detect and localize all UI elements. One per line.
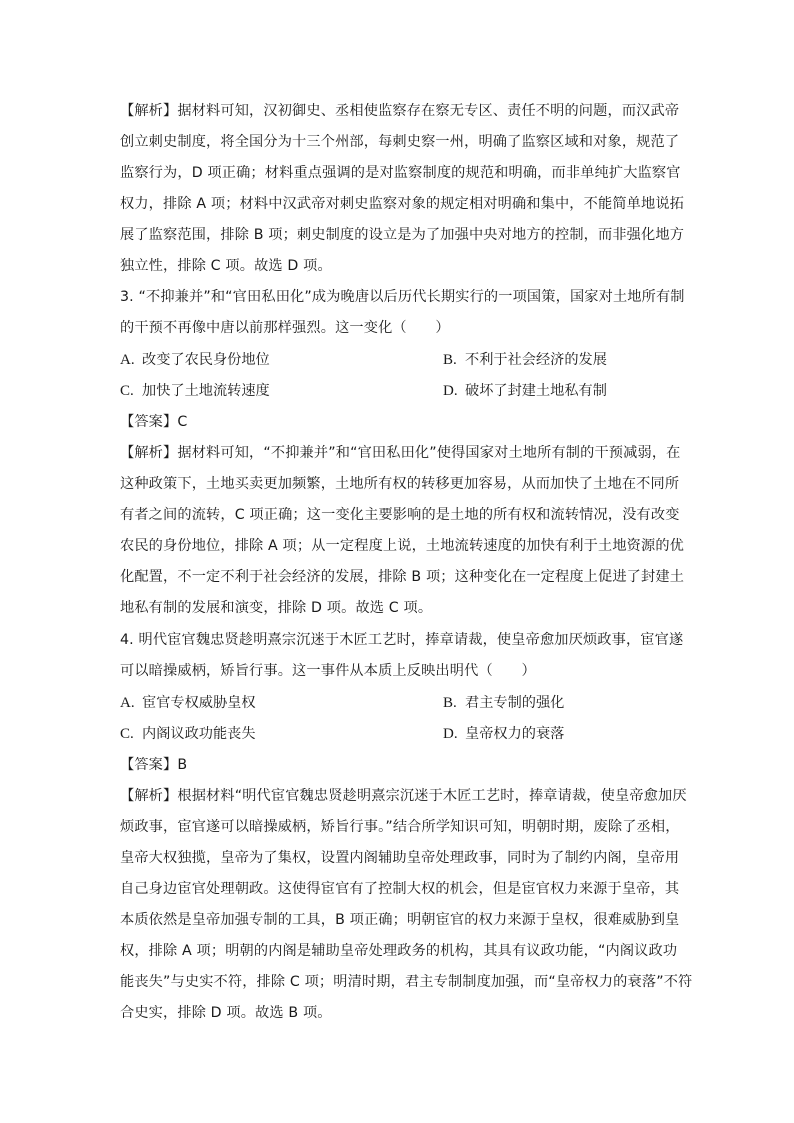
option-letter: B. <box>443 695 457 711</box>
option-letter: C. <box>120 726 134 742</box>
option-letter: D. <box>443 726 458 742</box>
q4-analysis-line: 烦政事，宦官遂可以暗操威柄，矫旨行事。”结合所学知识可知，明朝时期，废除了丞相， <box>120 819 680 835</box>
option-text: 宦官专权威胁皇权 <box>142 695 256 711</box>
q3-analysis-line: 这种政策下，土地买卖更加频繁，土地所有权的转移更加容易，从而加快了土地在不同所 <box>120 476 680 492</box>
option-letter: A. <box>120 352 135 368</box>
q4-stem-line: 4. 明代宦官魏忠贤趁明熹宗沉迷于木匠工艺时，捧章请裁，使皇帝愈加厌烦政事，宦官遂 <box>120 632 684 648</box>
q4-stem-line: 可以暗操威柄，矫旨行事。这一事件从本质上反映出明代（ ） <box>120 663 536 679</box>
option-text: 不利于社会经济的发展 <box>465 352 607 368</box>
q4-analysis-line: 自己身边宦官处理朝政。这使得宦官有了控制大权的机会，但是宦官权力来源于皇帝，其 <box>120 881 680 897</box>
q4-option-d <box>443 724 564 744</box>
q4-analysis-line: 本质依然是皇帝加强专制的工具，B 项正确；明朝宦官的权力来源于皇权，很难威胁到皇 <box>120 912 680 928</box>
q3-analysis-line: 化配置，不一定不利于社会经济的发展，排除 B 项；这种变化在一定程度上促进了封建土 <box>120 569 685 585</box>
q3-option-d <box>443 381 607 401</box>
q3-answer: 【答案】C <box>120 414 188 430</box>
q4-option-c <box>120 724 256 744</box>
option-letter: B. <box>443 352 457 368</box>
q4-option-b <box>443 693 564 713</box>
option-text: 君主专制的强化 <box>465 695 565 711</box>
q2-analysis-line: 展了监察范围，排除 B 项；刺史制度的设立是为了加强中央对地方的控制，而非强化地方 <box>120 227 685 243</box>
q2-analysis-line: 监察行为，D 项正确；材料重点强调的是对监察制度的规范和明确，而非单纯扩大监察官 <box>120 165 681 181</box>
q3-stem-line: 的干预不再像中唐以前那样强烈。这一变化（ ） <box>120 320 450 336</box>
option-text: 内阁议政功能丧失 <box>142 726 256 742</box>
option-text: 破坏了封建土地私有制 <box>465 383 607 399</box>
option-text: 加快了土地流转速度 <box>142 383 270 399</box>
q2-analysis-line: 【解析】据材料可知，汉初御史、丞相使监察存在察无专区、责任不明的问题，而汉武帝 <box>120 103 680 119</box>
q3-analysis-line: 有者之间的流转，C 项正确；这一变化主要影响的是土地的所有权和流转情况，没有改变 <box>120 507 680 523</box>
q4-analysis-line: 能丧失”与史实不符，排除 C 项；明清时期，君主专制制度加强，而“皇帝权力的衰落”不符 <box>120 974 693 990</box>
q4-analysis-line: 权，排除 A 项；明朝的内阁是辅助皇帝处理政务的机构，其具有议政功能，“内阁议政功 <box>120 943 678 959</box>
q3-option-a <box>120 350 270 370</box>
q3-analysis-line: 农民的身份地位，排除 A 项；从一定程度上说，土地流转速度的加快有利于土地资源的优 <box>120 538 685 554</box>
q2-analysis-line: 权力，排除 A 项；材料中汉武帝对刺史监察对象的规定相对明确和集中，不能简单地说拓 <box>120 196 685 212</box>
option-letter: A. <box>120 695 135 711</box>
q4-answer: 【答案】B <box>120 757 188 773</box>
q3-option-c <box>120 381 270 401</box>
q2-analysis-line: 创立刺史制度，将全国分为十三个州部，每刺史察一州，明确了监察区域和对象，规范了 <box>120 134 680 150</box>
q3-analysis-line: 【解析】据材料可知，“不抑兼并”和“官田私田化”使得国家对土地所有制的干预减弱，在 <box>120 445 681 461</box>
option-letter: D. <box>443 383 458 399</box>
option-text: 皇帝权力的衰落 <box>465 726 565 742</box>
q2-analysis-line: 独立性，排除 C 项。故选 D 项。 <box>120 258 332 274</box>
option-letter: C. <box>120 383 134 399</box>
q4-analysis-line: 皇帝大权独揽，皇帝为了集权，设置内阁辅助皇帝处理政事，同时为了制约内阁，皇帝用 <box>120 850 680 866</box>
q3-option-b <box>443 350 607 370</box>
q4-option-a <box>120 693 256 713</box>
q3-analysis-line: 地私有制的发展和演变，排除 D 项。故选 C 项。 <box>120 600 433 616</box>
q4-analysis-line: 【解析】根据材料“明代宦官魏忠贤趁明熹宗沉迷于木匠工艺时，捧章请裁，使皇帝愈加厌 <box>120 788 687 804</box>
q3-stem-line: 3. “不抑兼并”和“官田私田化”成为晚唐以后历代长期实行的一项国策，国家对土地所有制 <box>120 289 685 305</box>
q4-analysis-line: 合史实，排除 D 项。故选 B 项。 <box>120 1005 332 1021</box>
option-text: 改变了农民身份地位 <box>142 352 270 368</box>
